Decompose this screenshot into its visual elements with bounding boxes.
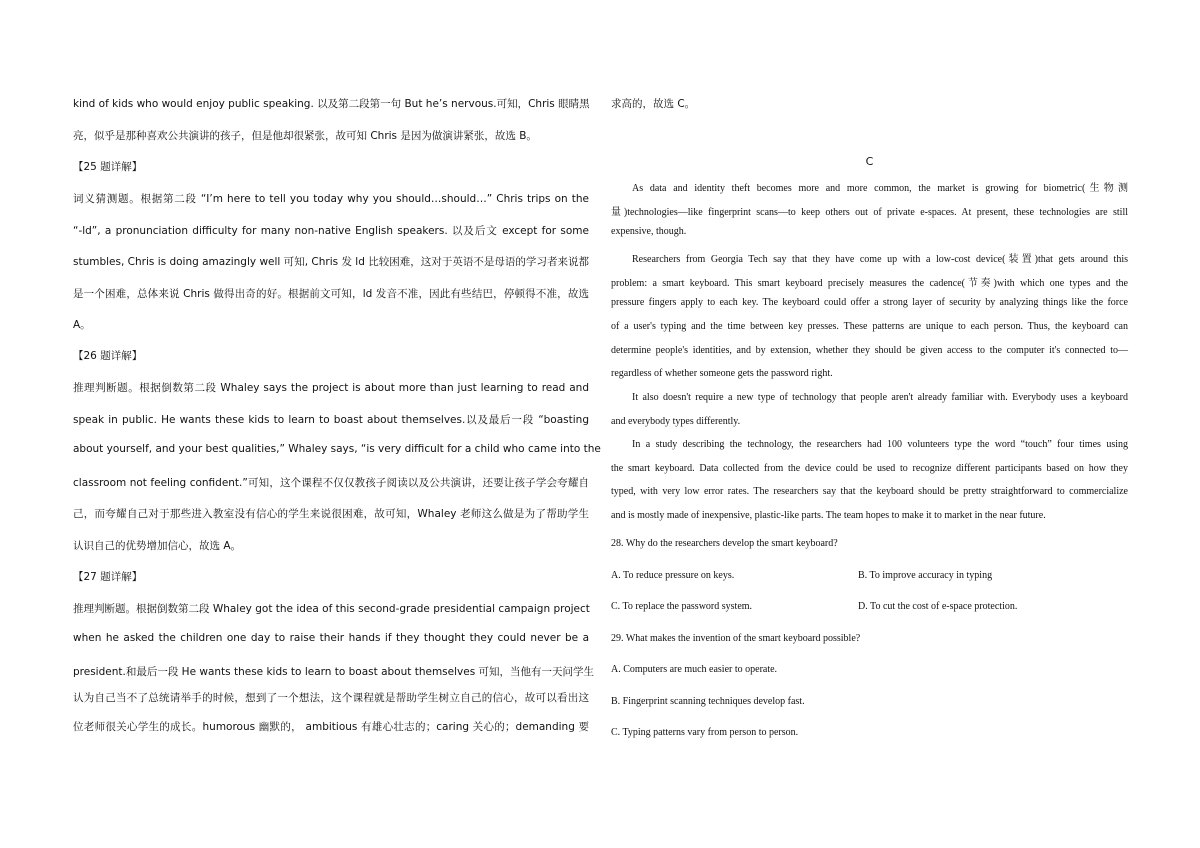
text-line: about yourself, and your best qualities,” Whaley says, “is very difficult for a child who came into the: [73, 443, 601, 455]
passage-line: pressure fingers apply to each key. The keyboard could offer a strong layer of security by analyzing things like the force: [611, 297, 1128, 308]
q28-option-c: C. To replace the password system.: [611, 601, 753, 612]
text-line: 词义猜测题。根据第二段 “I’m here to tell you today why you should…should…” Chris trips on the: [73, 193, 589, 205]
passage-line: It also doesn't require a new type of technology that people aren't already familiar with. Everybody uses a keyboard: [632, 392, 1128, 403]
passage-line: problem: a smart keyboard. This smart keyboard precisely measures the cadence(节奏)with which one types and the: [611, 278, 1128, 289]
section-heading: 【25 题详解】: [73, 161, 143, 173]
passage-line: determine people's identities, and by extension, whether they should be given access to the computer it's connected to—: [611, 345, 1128, 356]
passage-line: expensive, though.: [611, 226, 687, 237]
text-line: 认识自己的优势增加信心，故选 A。: [73, 540, 242, 552]
text-line: 是一个困难，总体来说 Chris 做得出奇的好。根据前文可知，ld 发音不准，因此有些结巴，停顿得不准，故选: [73, 288, 589, 300]
text-line: when he asked the children one day to raise their hands if they thought they could never be a: [73, 632, 589, 644]
section-heading: 【27 题详解】: [73, 571, 143, 583]
text-line: 认为自己当不了总统请举手的时候，想到了一个想法，这个课程就是帮助学生树立自己的信心，故可以看出这: [73, 692, 589, 704]
passage-line: As data and identity theft becomes more and more common, the market is growing for biometric(生物测: [632, 183, 1128, 194]
passage-line: of a user's typing and the time between key presses. These patterns are unique to each person. Thus, the keyboard can: [611, 321, 1128, 332]
q28-option-b: B. To improve accuracy in typing: [858, 570, 993, 581]
section-heading: 【26 题详解】: [73, 350, 143, 362]
q29-option-a: A. Computers are much easier to operate.: [611, 664, 778, 675]
q28-option-a: A. To reduce pressure on keys.: [611, 570, 735, 581]
text-line: 推理判断题。根据倒数第二段 Whaley says the project is about more than just learning to read and: [73, 382, 589, 394]
text-line: classroom not feeling confident.”可知，这个课程不仅仅教孩子阅读以及公共演讲，还要让孩子学会夸耀自: [73, 477, 589, 489]
text-line: 亮，似乎是那种喜欢公共演讲的孩子，但是他却很紧张，故可知 Chris 是因为做演讲紧张，故选 B。: [73, 130, 537, 142]
text-line: 己，而夸耀自己对于那些进入教室没有信心的学生来说很困难，故可知，Whaley 老师这么做是为了帮助学生: [73, 508, 589, 520]
passage-letter: C: [865, 155, 874, 168]
question-28: 28. Why do the researchers develop the smart keyboard?: [611, 538, 838, 549]
passage-line: Researchers from Georgia Tech say that they have come up with a low-cost device(装置)that gets around this: [632, 254, 1128, 265]
carry-over-line: 求高的，故选 C。: [611, 98, 696, 110]
q29-option-b: B. Fingerprint scanning techniques develop fast.: [611, 696, 805, 707]
text-line: 位老师很关心学生的成长。humorous 幽默的， ambitious 有雄心壮志的；caring 关心的；demanding 要: [73, 721, 589, 733]
text-line: president.和最后一段 He wants these kids to learn to boast about themselves 可知，当他有一天问学生: [73, 666, 595, 678]
passage-line: typed, with very low error rates. The researchers say that the keyboard should be pretty straightforward to commercialize: [611, 486, 1128, 497]
passage-line: and everybody types differently.: [611, 416, 741, 427]
question-29: 29. What makes the invention of the smart keyboard possible?: [611, 633, 861, 644]
q28-option-d: D. To cut the cost of e-space protection.: [858, 601, 1018, 612]
passage-line: the smart keyboard. Data collected from the device could be used to recognize different participants based on how they: [611, 463, 1128, 474]
passage-line: and is mostly made of inexpensive, plastic-like parts. The team hopes to make it to market in the near future.: [611, 510, 1046, 521]
text-line: stumbles, Chris is doing amazingly well 可知, Chris 发 ld 比较困难，这对于英语不是母语的学习者来说都: [73, 256, 589, 268]
text-line: kind of kids who would enjoy public speaking. 以及第二段第一句 But he’s nervous.可知，Chris 眼睛黑: [73, 98, 590, 110]
passage-line: In a study describing the technology, the researchers had 100 volunteers type the word “touch” four times using: [632, 439, 1128, 450]
text-line: 推理判断题。根据倒数第二段 Whaley got the idea of this second-grade presidential campaign project: [73, 603, 590, 615]
passage-line: regardless of whether someone gets the password right.: [611, 368, 833, 379]
text-line: A。: [73, 319, 91, 331]
passage-line: 量)technologies—like fingerprint scans—to keep others out of private e-spaces. At present, these technologies are still: [611, 207, 1128, 218]
q29-option-c: C. Typing patterns vary from person to person.: [611, 727, 799, 738]
text-line: speak in public. He wants these kids to learn to boast about themselves.以及最后一段 “boasting: [73, 414, 589, 426]
text-line: “-ld”, a pronunciation difficulty for many non-native English speakers. 以及后文 except for some: [73, 225, 589, 237]
